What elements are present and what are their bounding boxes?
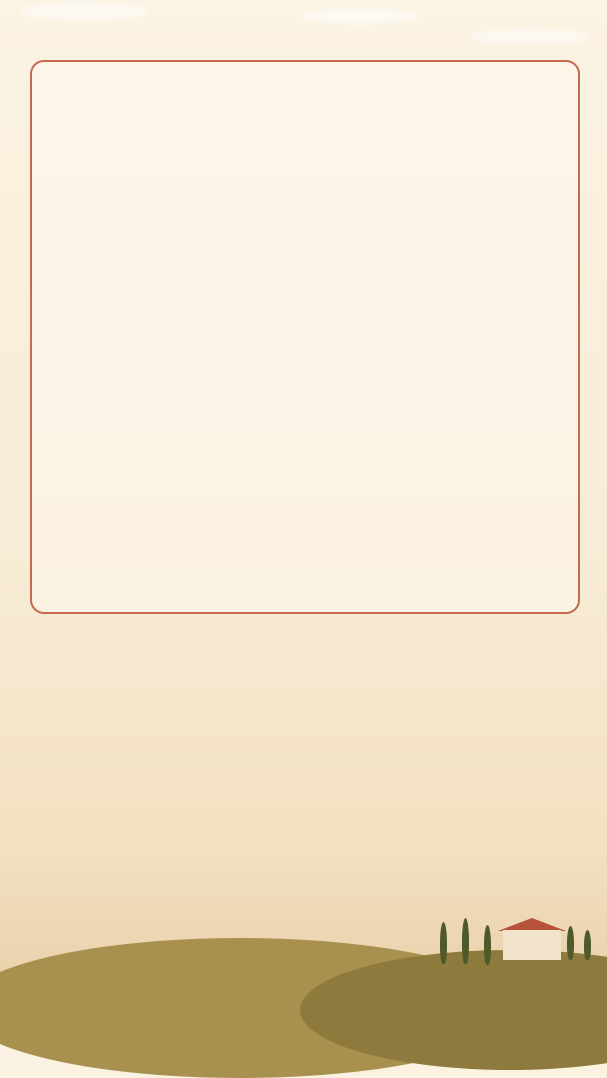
menu-item-header: [320, 192, 572, 211]
menu-item-header: [36, 242, 294, 261]
menu-item: [36, 217, 294, 236]
menu-item-header: [36, 292, 294, 311]
menu-item: [34, 660, 294, 679]
cypress-tree-icon: [462, 918, 469, 964]
menu-item: [320, 117, 572, 136]
menu-item-header: [36, 217, 294, 236]
menu-item: [36, 242, 294, 261]
menu-item: [320, 142, 572, 161]
flatbreads-left-column: [34, 660, 294, 710]
menu-item: [320, 317, 572, 336]
menu-item: [320, 167, 572, 186]
menu-item: [36, 292, 294, 311]
menu-item: [36, 167, 294, 186]
menu-item-header: [36, 142, 294, 161]
menu-item-header: [316, 660, 574, 679]
menu-item-header: [36, 267, 294, 286]
menu-item-header: [320, 217, 572, 236]
menu-item: [36, 142, 294, 161]
menu-item: [36, 192, 294, 211]
cypress-tree-icon: [440, 922, 447, 964]
menu-item: [320, 217, 572, 236]
cloud: [20, 2, 150, 20]
menu-item-header: [320, 317, 572, 336]
menu-item: [316, 660, 574, 679]
menu-item-header: [36, 317, 294, 336]
menu-item-header: [320, 267, 572, 286]
menu-item: [36, 317, 294, 336]
menu-item: [34, 685, 294, 704]
menu-item-header: [320, 167, 572, 186]
cypress-tree-icon: [584, 930, 591, 960]
menu-item-header: [320, 117, 572, 136]
menu-item: [316, 685, 574, 704]
soup-column-1: [36, 800, 196, 806]
menu-item-header: [320, 242, 572, 261]
menu-item: [36, 342, 294, 361]
menu-item: [36, 117, 294, 136]
appetizers-right-column: [320, 117, 572, 342]
menu-item: [320, 192, 572, 211]
menu-item: [320, 267, 572, 286]
villa-house-icon: [503, 930, 561, 960]
cypress-tree-icon: [567, 926, 574, 960]
cloud: [470, 30, 590, 44]
menu-item-header: [36, 167, 294, 186]
flatbreads-right-column: [316, 660, 574, 710]
menu-item-header: [316, 685, 574, 704]
menu-item-header: [320, 292, 572, 311]
menu-item-header: [34, 685, 294, 704]
menu-item-header: [320, 142, 572, 161]
menu-item: [320, 242, 572, 261]
menu-item: [36, 267, 294, 286]
cloud: [300, 8, 420, 24]
menu-item-header: [36, 192, 294, 211]
cypress-tree-icon: [484, 925, 491, 965]
menu-item-header: [36, 342, 294, 361]
menu-item-header: [34, 660, 294, 679]
appetizers-left-column: [36, 117, 294, 367]
menu-item: [320, 292, 572, 311]
menu-item-header: [36, 117, 294, 136]
